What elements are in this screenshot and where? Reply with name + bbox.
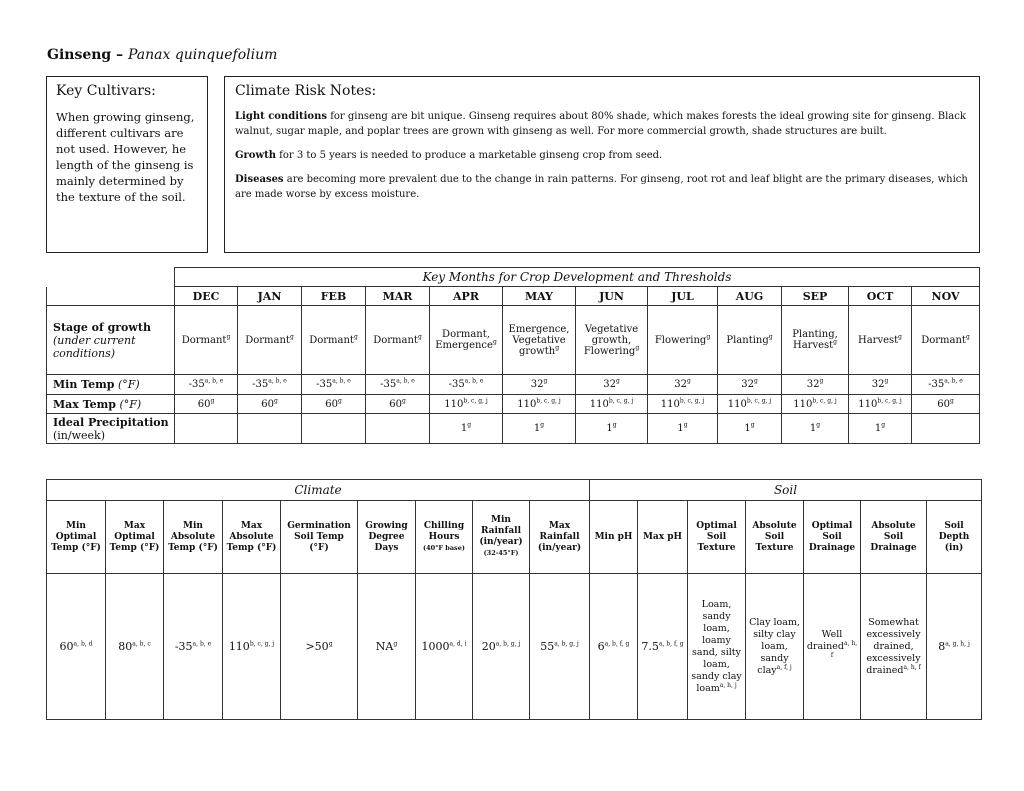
min-temp-cell: 32$^g$	[849, 375, 912, 395]
precip-cell	[912, 414, 980, 444]
month-header: OCT	[849, 287, 912, 306]
month-header: FEB	[302, 287, 366, 306]
blank-cell	[47, 268, 175, 287]
stage-cell: Emergence, Vegetative growth$^g$	[503, 306, 576, 375]
max-temp-cell: 110$^{b, c, g, j}$	[576, 395, 648, 414]
max-temp-cell: 60$^g$	[302, 395, 366, 414]
min-temp-cell: -35$^{a, b, e}$	[912, 375, 980, 395]
climate-soil-value: Loam, sandy loam, loamy sand, silty loam, sandy clay loam$^{a, h, j}$	[688, 574, 746, 720]
page-title: Ginseng – Panax quinquefolium	[47, 47, 278, 63]
climate-soil-value: -35$^{a, b, e}$	[164, 574, 223, 720]
stage-cell: Dormant$^g$	[302, 306, 366, 375]
stage-cell: Dormant$^g$	[366, 306, 430, 375]
month-header: AUG	[718, 287, 782, 306]
max-temp-cell: 110$^{b, c, g, j}$	[648, 395, 718, 414]
min-temp-cell: -35$^{a, b, e}$	[302, 375, 366, 395]
precip-cell: 1$^g$	[782, 414, 849, 444]
risk-note: Growth for 3 to 5 years is needed to produce a marketable ginseng crop from seed.	[235, 150, 663, 161]
row-label-max-temp: Max Temp (°F)	[47, 395, 175, 414]
stage-cell: Dormant$^g$	[238, 306, 302, 375]
climate-soil-header: Absolute Soil Drainage	[861, 501, 927, 574]
max-temp-cell: 60$^g$	[366, 395, 430, 414]
climate-soil-header: Germination Soil Temp (°F)	[281, 501, 358, 574]
max-temp-cell: 60$^g$	[238, 395, 302, 414]
climate-soil-value: 110$^{b, c, g, j}$	[223, 574, 281, 720]
climate-soil-value: 1000$^{a, d, i}$	[416, 574, 473, 720]
month-header: JUL	[648, 287, 718, 306]
stage-cell: Dormant$^g$	[912, 306, 980, 375]
soil-section-heading: Soil	[590, 480, 982, 501]
climate-soil-value: 55$^{a, b, g, j}$	[530, 574, 590, 720]
stage-cell: Harvest$^g$	[849, 306, 912, 375]
climate-soil-value: $>50^g$	[281, 574, 358, 720]
climate-soil-header: Optimal Soil Drainage	[804, 501, 861, 574]
climate-soil-value: 8$^{a, g, h, j}$	[927, 574, 982, 720]
climate-soil-value: $NA^g$	[358, 574, 416, 720]
precip-cell	[175, 414, 238, 444]
climate-soil-value: Well drained$^{a, h, f}$	[804, 574, 861, 720]
climate-soil-header: Chilling Hours (40°F base)	[416, 501, 473, 574]
max-temp-cell: 110$^{b, c, g, j}$	[718, 395, 782, 414]
precip-cell: 1$^g$	[648, 414, 718, 444]
min-temp-cell: -35$^{a, b, e}$	[175, 375, 238, 395]
max-temp-cell: 110$^{b, c, g, j}$	[430, 395, 503, 414]
precip-cell: 1$^g$	[849, 414, 912, 444]
precip-cell: 1$^g$	[718, 414, 782, 444]
climate-soil-header: Min Absolute Temp (°F)	[164, 501, 223, 574]
climate-soil-table	[46, 479, 982, 720]
row-label-stage: Stage of growth (under current conditions)	[47, 306, 175, 375]
min-temp-cell: 32$^g$	[648, 375, 718, 395]
climate-soil-header: Optimal Soil Texture	[688, 501, 746, 574]
month-header: MAR	[366, 287, 430, 306]
climate-soil-value: 7.5$^{a, b, f, g}$	[638, 574, 688, 720]
month-header: JUN	[576, 287, 648, 306]
climate-soil-value: Clay loam, silty clay loam, sandy clay$^{a, f, j}$	[746, 574, 804, 720]
blank-cell	[47, 287, 175, 306]
climate-soil-header: Min Optimal Temp (°F)	[47, 501, 106, 574]
month-header: DEC	[175, 287, 238, 306]
stage-cell: Flowering$^g$	[648, 306, 718, 375]
month-header: APR	[430, 287, 503, 306]
climate-soil-header: Growing Degree Days	[358, 501, 416, 574]
risk-note: Light conditions for ginseng are bit unique. Ginseng requires about 80% shade, which makes forests the ideal growing site for ginseng. Black walnut, sugar maple, and poplar trees are grown with ginseng as well. For more commercial growth, shade structures are built.	[235, 111, 966, 137]
precip-cell	[366, 414, 430, 444]
row-label-min-temp: Min Temp (°F)	[47, 375, 175, 395]
climate-soil-value: 60$^{a, b, d}$	[47, 574, 106, 720]
row-label-precip: Ideal Precipitation (in/week)	[47, 414, 175, 444]
min-temp-cell: -35$^{a, b, e}$	[238, 375, 302, 395]
month-header: SEP	[782, 287, 849, 306]
risk-note: Diseases are becoming more prevalent due to the change in rain patterns. For ginseng, root rot and leaf blight are the primary diseases, which are made worse by excess moisture.	[235, 174, 968, 200]
min-temp-cell: -35$^{a, b, e}$	[430, 375, 503, 395]
max-temp-cell: 110$^{b, c, g, j}$	[849, 395, 912, 414]
climate-soil-value: Somewhat excessively drained, excessively drained$^{a, h, f}$	[861, 574, 927, 720]
max-temp-cell: 60$^g$	[912, 395, 980, 414]
climate-soil-header: Max Absolute Temp (°F)	[223, 501, 281, 574]
precip-cell	[238, 414, 302, 444]
key-cultivars-box	[46, 76, 208, 253]
stage-cell: Planting$^g$	[718, 306, 782, 375]
climate-soil-header: Max pH	[638, 501, 688, 574]
climate-soil-value: 20$^{a, b, g, j}$	[473, 574, 530, 720]
min-temp-cell: 32$^g$	[782, 375, 849, 395]
month-header: NOV	[912, 287, 980, 306]
key-months-table	[46, 267, 980, 444]
climate-soil-value: 6$^{a, b, f, g}$	[590, 574, 638, 720]
key-cultivars-text: When growing ginseng, different cultivars are not used. However, he length of the ginseng is mainly determined by the texture of the soil.	[56, 110, 195, 204]
precip-cell: 1$^g$	[503, 414, 576, 444]
climate-soil-value: 80$^{a, b, c}$	[106, 574, 164, 720]
climate-soil-header: Max Optimal Temp (°F)	[106, 501, 164, 574]
climate-risk-box	[224, 76, 980, 253]
climate-soil-header: Absolute Soil Texture	[746, 501, 804, 574]
stage-cell: Planting, Harvest$^g$	[782, 306, 849, 375]
min-temp-cell: 32$^g$	[576, 375, 648, 395]
key-cultivars-heading: Key Cultivars:	[56, 83, 156, 99]
climate-risk-heading: Climate Risk Notes:	[235, 83, 377, 99]
precip-cell: 1$^g$	[576, 414, 648, 444]
precip-cell	[302, 414, 366, 444]
climate-soil-header: Min Rainfall (in/year) (32-45°F)	[473, 501, 530, 574]
stage-cell: Vegetative growth, Flowering$^g$	[576, 306, 648, 375]
climate-soil-header: Min pH	[590, 501, 638, 574]
stage-cell: Dormant$^g$	[175, 306, 238, 375]
max-temp-cell: 60$^g$	[175, 395, 238, 414]
precip-cell: 1$^g$	[430, 414, 503, 444]
max-temp-cell: 110$^{b, c, g, j}$	[503, 395, 576, 414]
month-header: MAY	[503, 287, 576, 306]
stage-cell: Dormant, Emergence$^g$	[430, 306, 503, 375]
min-temp-cell: 32$^g$	[718, 375, 782, 395]
month-header: JAN	[238, 287, 302, 306]
min-temp-cell: -35$^{a, b, e}$	[366, 375, 430, 395]
key-months-heading: Key Months for Crop Development and Thresholds	[175, 268, 980, 287]
climate-section-heading: Climate	[47, 480, 590, 501]
climate-soil-header: Soil Depth (in)	[927, 501, 982, 574]
max-temp-cell: 110$^{b, c, g, j}$	[782, 395, 849, 414]
climate-soil-header: Max Rainfall (in/year)	[530, 501, 590, 574]
min-temp-cell: 32$^g$	[503, 375, 576, 395]
